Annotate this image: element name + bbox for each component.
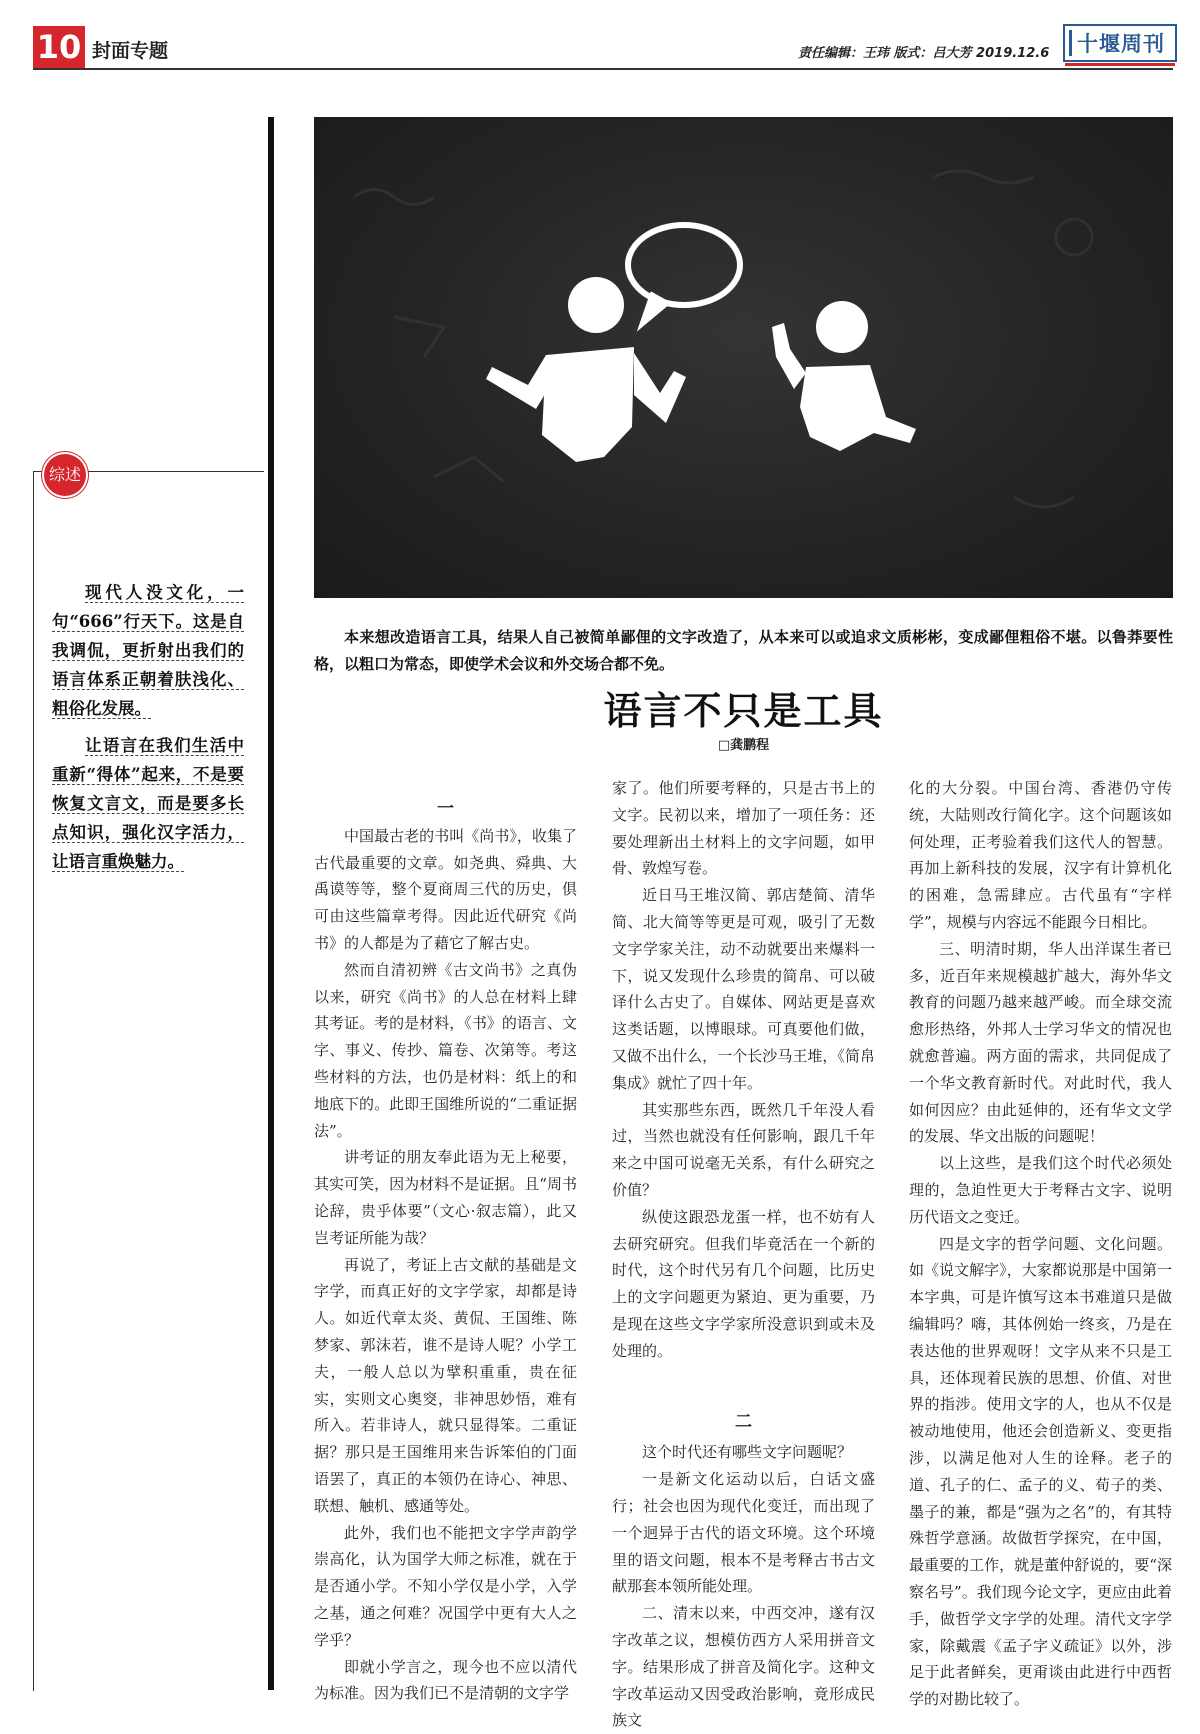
article-column-2 — [612, 775, 875, 1734]
paragraph: 然而自清初辨《古文尚书》之真伪以来，研究《尚书》的人总在材料上肆其考证。考的是材料，《书》的语言、文字、事义、传抄、篇卷、次第等。考这些材料的方法，也仍是材料：纸上的和地底下的。此即王国维所说的“二重证据法”。 — [314, 960, 577, 1140]
paragraph: 以上这些，是我们这个时代必须处理的，急迫性更大于考释古文字、说明历代语文之变迁。 — [909, 1154, 1172, 1226]
paragraph: 这个时代还有哪些文字问题呢？ — [642, 1443, 853, 1462]
summary-text — [52, 578, 244, 884]
paragraph: 家了。他们所要考释的，只是古书上的文字。民初以来，增加了一项任务：还要处理新出土材料上的文字问题，如甲骨、敦煌写卷。 — [612, 779, 875, 878]
speech-bubble-figures-icon — [314, 117, 1173, 598]
header-rule — [33, 68, 1173, 70]
paragraph: 讲考证的朋友奉此语为无上秘要，其实可笑，因为材料不是证据。且“周书论辞，贵乎体要”（文心·叙志篇），此又岂考证所能为哉？ — [314, 1148, 577, 1247]
paragraph: 纵使这跟恐龙蛋一样，也不妨有人去研究研究。但我们毕竟活在一个新的时代，这个时代另有几个问题，比历史上的文字问题更为紧迫、更为重要，乃是现在这些文字学家所没意识到或未及处理的。 — [612, 1207, 875, 1360]
masthead-logo — [1063, 24, 1177, 62]
summary-paragraph — [52, 731, 244, 876]
article-column-3 — [909, 775, 1172, 1713]
page-number: 10 — [33, 26, 85, 68]
paragraph: 四是文字的哲学问题、文化问题。如《说文解字》，大家都说那是中国第一本字典，可是许慎写这本书难道只是做编辑吗？嗨，其体例始一终亥，乃是在表达他的世界观呀！文字从来不只是工具，还体现着民族的思想、价值、对世界的指涉。使用文字的人，也从不仅是被动地使用，他还会创造新义、变更指涉，以满足他对人生的诠释。老子的道、孔子的仁、孟子的义、荀子的类、墨子的兼，都是“强为之名”的，有其特殊哲学意涵。故做哲学探究，在中国，最重要的工作，就是董仲舒说的，要“深察名号”。我们现今论文字，更应由此着手，做哲学文字学的处理。清代文字学家，除戴震《孟子字义疏证》以外，涉足于此者鲜矣，更甭谈由此进行中西哲学的对勘比较了。 — [909, 1234, 1172, 1709]
article-byline: □龚鹏程 — [717, 738, 770, 753]
section-number: 二 — [735, 1411, 752, 1432]
paragraph: 再说了，考证上古文献的基础是文字学，而真正好的文字学家，却都是诗人。如近代章太炎、黄侃、王国维、陈梦家、郭沫若，谁不是诗人呢？小学工夫，一般人总以为擘积重重，贵在征实，实则文心奥窔，非神思妙悟，难有所入。若非诗人，就只显得笨。二重证据？那只是王国维用来告诉笨伯的门面语罢了，真正的本领仍在诗心、神思、联想、触机、感通等处。 — [314, 1255, 577, 1515]
article-title: 语言不只是工具 — [603, 688, 884, 733]
paragraph: 三、明清时期，华人出洋谋生者已多，近百年来规模越扩越大，海外华文教育的问题乃越来越严峻。而全球交流愈形热络，外邦人士学习华文的情况也就愈普遍。两方面的需求，共同促成了一个华文教育新时代。对此时代，我人如何因应？由此延伸的，还有华文文学的发展、华文出版的问题呢！ — [909, 939, 1172, 1146]
paragraph: 近日马王堆汉简、郭店楚简、清华简、北大简等等更是可观，吸引了无数文字学家关注，动不动就要出来爆料一下，说又发现什么珍贵的简帛、可以破译什么古史了。自媒体、网站更是喜欢这类话题，以博眼球。可真要他们做，又做不出什么，一个长沙马王堆，《简帛集成》就忙了四十年。 — [612, 886, 875, 1092]
paragraph: 其实那些东西，既然几千年没人看过，当然也就没有任何影响，跟几千年来之中国可说毫无关系，有什么研究之价值？ — [612, 1100, 875, 1199]
section-number: 一 — [437, 799, 454, 819]
summary-paragraph-text: 现代人没文化，一句“666”行天下。这是自我调侃，更折射出我们的语言体系正朝着肤浅化、粗俗化发展。 — [52, 583, 244, 718]
masthead-underline — [1065, 63, 1175, 66]
section-title: 封面专题 — [92, 40, 169, 62]
paragraph: 中国最古老的书叫《尚书》，收集了古代最重要的文章。如尧典、舜典、大禹谟等等，整个夏商周三代的历史，俱可由这些篇章考得。因此近代研究《尚书》的人都是为了藉它了解古史。 — [314, 826, 577, 952]
photo-caption: 本来想改造语言工具，结果人自己被简单鄙俚的文字改造了，从本来可以或追求文质彬彬，变成鄙俚粗俗不堪。以鲁莽要性格，以粗口为常态，即使学术会议和外交场合都不免。 — [314, 628, 1173, 673]
article-photo — [314, 117, 1173, 598]
paragraph: 一是新文化运动以后，白话文盛行；社会也因为现代化变迁，而出现了一个迥异于古代的语文环境。这个环境里的语文问题，根本不是考释古书古文献那套本领所能处理。 — [612, 1470, 875, 1596]
editor-credits: 责任编辑：王玮 版式：吕大芳 2019.12.6 — [798, 46, 1050, 61]
paragraph: 化的大分裂。中国台湾、香港仍守传统，大陆则改行简化字。这个问题该如何处理，正考验着我们这代人的智慧。再加上新科技的发展，汉字有计算机化的困难，急需肆应。古代虽有“字样学”，规模与内容远不能跟今日相比。 — [909, 779, 1172, 931]
summary-paragraph-text: 让语言在我们生活中重新“得体”起来，不是要恢复文言文，而是要多长点知识，强化汉字活力，让语言重焕魅力。 — [52, 736, 244, 871]
sidebar-divider — [268, 117, 274, 1690]
masthead-text: 十堰周刊 — [1077, 31, 1165, 56]
masthead-bar — [1069, 30, 1072, 56]
article-column-1 — [314, 796, 577, 1707]
paragraph: 二、清末以来，中西交冲，遂有汉字改革之议，想模仿西方人采用拼音文字。结果形成了拼音及简化字。这种文字改革运动又因受政治影响，竟形成民族文 — [612, 1604, 875, 1730]
paragraph: 即就小学言之，现今也不应以清代为标准。因为我们已不是清朝的文字学 — [314, 1657, 577, 1703]
paragraph: 此外，我们也不能把文字学声韵学崇高化，认为国学大师之标准，就在于是否通小学。不知小学仅是小学，入学之基，通之何难？况国学中更有大人之学乎？ — [314, 1523, 577, 1649]
summary-paragraph — [52, 578, 244, 723]
summary-badge: 综述 — [44, 454, 86, 496]
